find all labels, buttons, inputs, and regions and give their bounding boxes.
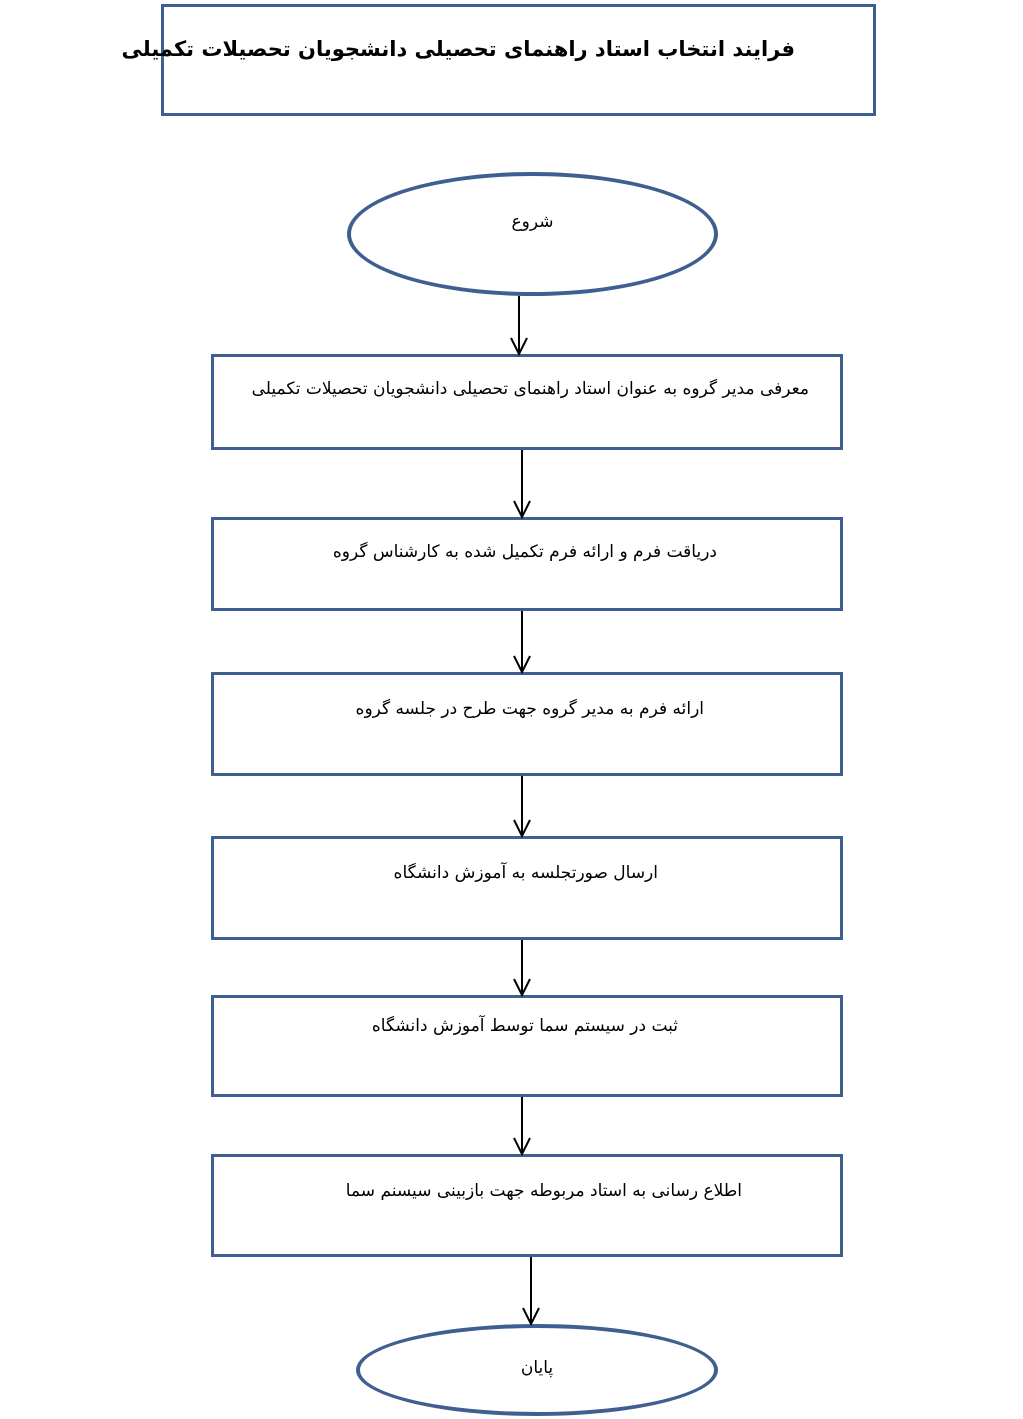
step-label-1: معرفی مدیر گروه به عنوان استاد راهنمای تحصیلی دانشجویان تحصیلات تکمیلی (251, 379, 809, 399)
step-label-3: ارائه فرم به مدیر گروه جهت طرح در جلسه گروه (355, 699, 704, 719)
title-box (121, 4, 876, 116)
end-label: پایان (520, 1358, 554, 1378)
end-terminal (356, 1324, 718, 1416)
step-box-5 (211, 995, 843, 1097)
step-label-2: دریاقت فرم و ارائه فرم تکمیل شده به کارشناس گروه (332, 542, 717, 562)
step-label-5: ثبت در سیستم سما توسط آموزش دانشگاه (371, 1016, 678, 1036)
step-box-4 (211, 836, 843, 940)
step-label-4: ارسال صورتجلسه به آموزش دانشگاه (393, 863, 658, 883)
step-box-3 (211, 672, 843, 776)
step-box-2 (211, 517, 843, 611)
start-label: شروع (511, 212, 554, 232)
step-box-6 (211, 1154, 843, 1257)
start-terminal (347, 172, 718, 296)
step-box-1 (211, 354, 843, 450)
step-label-6: اطلاع رسانی به استاد مربوطه جهت بازبینی سیسنم سما (345, 1181, 742, 1201)
diagram-title: فرایند انتخاب استاد راهنمای تحصیلی دانشجویان تحصیلات تکمیلی (121, 37, 795, 61)
